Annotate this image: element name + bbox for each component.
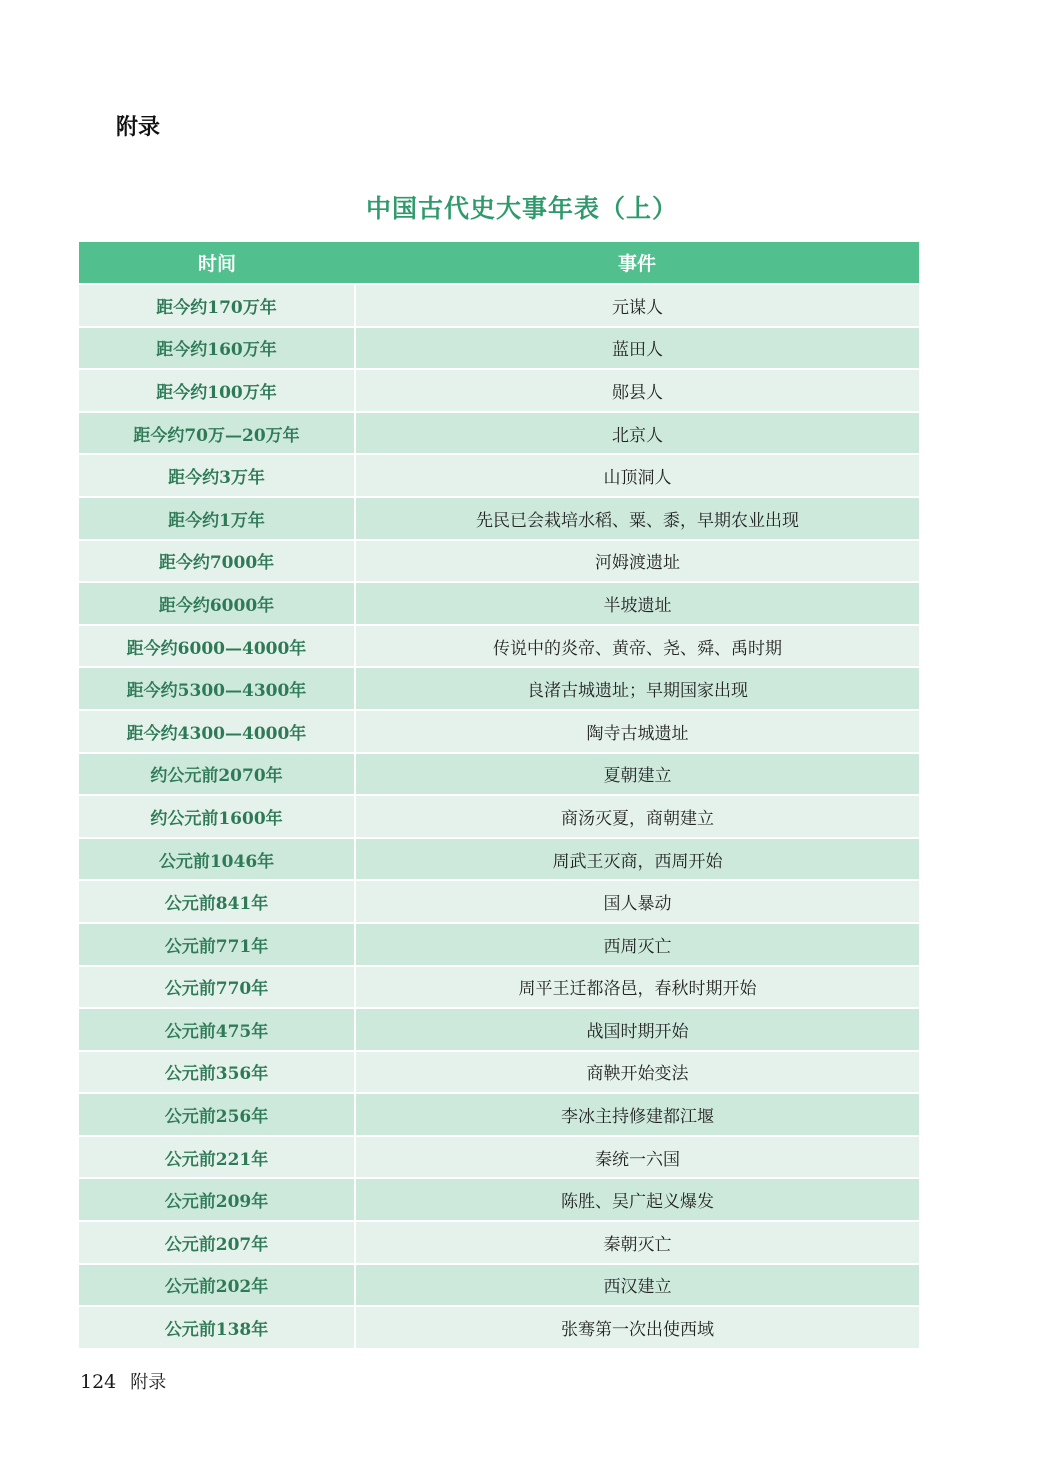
event-cell: 陈胜、吴广起义爆发: [355, 1178, 919, 1221]
table-row: [79, 1136, 919, 1179]
event-cell: 山顶洞人: [355, 454, 919, 497]
table-row: [79, 1051, 919, 1094]
event-cell: 蓝田人: [355, 327, 919, 370]
time-cell: 公元前202年: [79, 1264, 355, 1307]
table-row: [79, 838, 919, 881]
time-cell: 距今约6000年: [79, 582, 355, 625]
event-cell: 李冰主持修建都江堰: [355, 1093, 919, 1136]
time-cell: 距今约160万年: [79, 327, 355, 370]
section-label: 附录: [116, 115, 161, 140]
header-event: 事件: [355, 242, 919, 284]
time-cell: 公元前209年: [79, 1178, 355, 1221]
time-cell: 距今约170万年: [79, 284, 355, 327]
table-row: [79, 753, 919, 796]
table-row: [79, 327, 919, 370]
event-cell: 河姆渡遗址: [355, 540, 919, 583]
time-cell: 约公元前2070年: [79, 753, 355, 796]
event-cell: 战国时期开始: [355, 1008, 919, 1051]
time-cell: 距今约100万年: [79, 369, 355, 412]
time-cell: 距今约4300—4000年: [79, 710, 355, 753]
table-row: [79, 966, 919, 1009]
event-cell: 秦朝灭亡: [355, 1221, 919, 1264]
time-cell: 公元前207年: [79, 1221, 355, 1264]
table-row: [79, 1306, 919, 1348]
timeline-table: [79, 242, 919, 1348]
page-footer: [80, 1368, 166, 1394]
table-row: [79, 1093, 919, 1136]
time-cell: 距今约7000年: [79, 540, 355, 583]
time-cell: 公元前770年: [79, 966, 355, 1009]
table-row: [79, 284, 919, 327]
event-cell: 传说中的炎帝、黄帝、尧、舜、禹时期: [355, 625, 919, 668]
event-cell: 周武王灭商，西周开始: [355, 838, 919, 881]
table-header-row: [79, 242, 919, 284]
table-row: [79, 923, 919, 966]
event-cell: 秦统一六国: [355, 1136, 919, 1179]
time-cell: 距今约3万年: [79, 454, 355, 497]
event-cell: 良渚古城遗址；早期国家出现: [355, 667, 919, 710]
time-cell: 距今约5300—4300年: [79, 667, 355, 710]
table-row: [79, 625, 919, 668]
table-row: [79, 497, 919, 540]
event-cell: 陶寺古城遗址: [355, 710, 919, 753]
table-row: [79, 880, 919, 923]
time-cell: 约公元前1600年: [79, 795, 355, 838]
time-cell: 公元前221年: [79, 1136, 355, 1179]
event-cell: 张骞第一次出使西域: [355, 1306, 919, 1348]
table-row: [79, 1264, 919, 1307]
time-cell: 公元前841年: [79, 880, 355, 923]
table-title: 中国古代史大事年表（上）: [365, 194, 678, 223]
table-row: [79, 412, 919, 455]
table-row: [79, 710, 919, 753]
event-cell: 西周灭亡: [355, 923, 919, 966]
event-cell: 西汉建立: [355, 1264, 919, 1307]
table-row: [79, 667, 919, 710]
header-time: 时间: [79, 242, 355, 284]
event-cell: 国人暴动: [355, 880, 919, 923]
table-row: [79, 1221, 919, 1264]
time-cell: 距今约70万—20万年: [79, 412, 355, 455]
table-row: [79, 540, 919, 583]
event-cell: 商鞅开始变法: [355, 1051, 919, 1094]
event-cell: 先民已会栽培水稻、粟、黍，早期农业出现: [355, 497, 919, 540]
table-row: [79, 1178, 919, 1221]
event-cell: 商汤灭夏，商朝建立: [355, 795, 919, 838]
time-cell: 公元前256年: [79, 1093, 355, 1136]
page-number: 124: [80, 1371, 117, 1393]
table-row: [79, 454, 919, 497]
table-body: [79, 284, 919, 1348]
footer-section-label: 附录: [130, 1372, 167, 1393]
event-cell: 夏朝建立: [355, 753, 919, 796]
time-cell: 公元前356年: [79, 1051, 355, 1094]
event-cell: 半坡遗址: [355, 582, 919, 625]
time-cell: 公元前1046年: [79, 838, 355, 881]
time-cell: 公元前475年: [79, 1008, 355, 1051]
table-row: [79, 1008, 919, 1051]
event-cell: 元谋人: [355, 284, 919, 327]
table-row: [79, 369, 919, 412]
event-cell: 郧县人: [355, 369, 919, 412]
time-cell: 距今约6000—4000年: [79, 625, 355, 668]
table-row: [79, 795, 919, 838]
time-cell: 公元前138年: [79, 1306, 355, 1348]
time-cell: 距今约1万年: [79, 497, 355, 540]
event-cell: 周平王迁都洛邑，春秋时期开始: [355, 966, 919, 1009]
event-cell: 北京人: [355, 412, 919, 455]
time-cell: 公元前771年: [79, 923, 355, 966]
table-row: [79, 582, 919, 625]
